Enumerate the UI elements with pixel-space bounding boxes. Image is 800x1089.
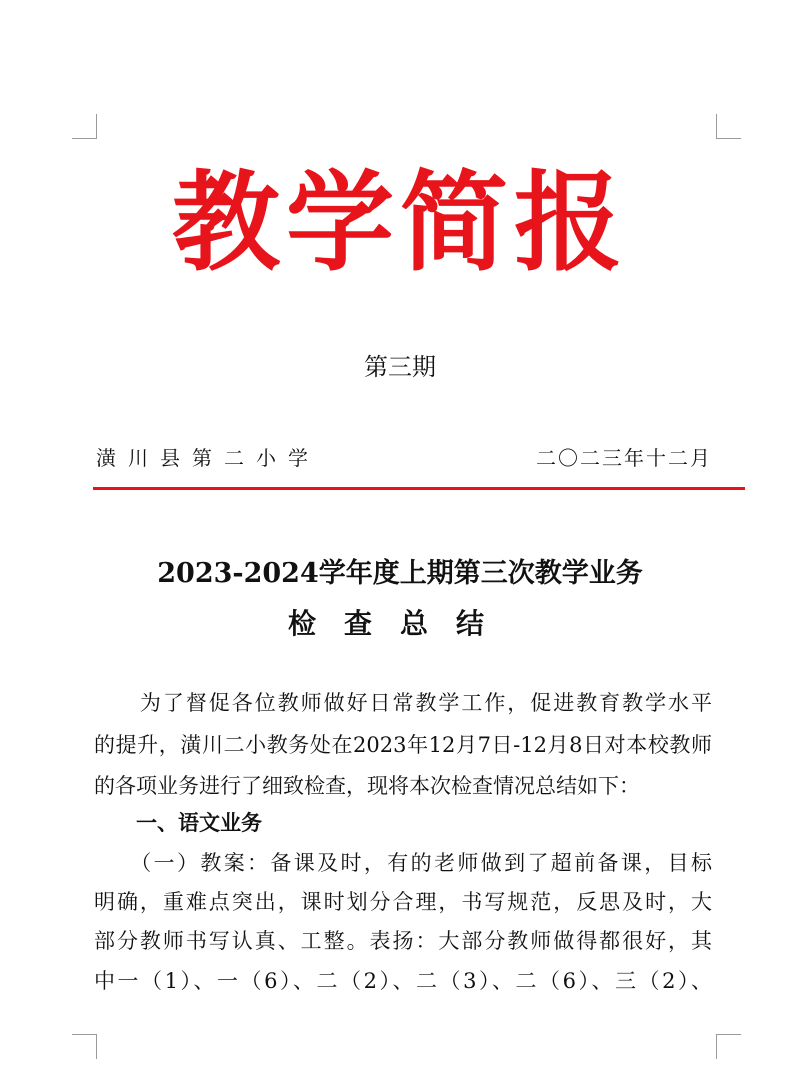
masthead-title: 教学简报 [171,161,628,286]
paragraph-line: 明确，重难点突出，课时划分合理，书写规范，反思及时，大 [94,890,712,914]
crop-mark-bottom-left [72,1034,97,1059]
crop-mark-top-left [72,114,97,139]
paragraph-line: 部分教师书写认真、工整。表扬：大部分教师做得都很好，其 [94,929,712,953]
paragraph-line: 为了督促各位教师做好日常教学工作，促进教育教学水平 [94,691,712,715]
issue-number: 第三期 [364,353,436,381]
paragraph-line: 的提升，潢川二小教务处在2023年12月7日-12月8日对本校教师 [94,733,712,757]
paragraph-line: （一）教案：备课及时，有的老师做到了超前备课，目标 [94,851,712,875]
article-title-line1: 2023-2024学年度上期第三次教学业务 [157,558,643,589]
paragraph-line: 的各项业务进行了细致检查，现将本次检查情况总结如下： [94,774,640,798]
article-title-line2: 检查总结 [287,607,512,640]
paragraph-line: 中一（1）、一（6）、二（2）、二（3）、二（6）、三（2）、 [94,969,712,993]
issue-date: 二〇二三年十二月 [536,446,712,470]
organization-name: 潢川县第二小学 [96,446,320,470]
section-heading: 一、语文业务 [94,811,262,835]
crop-mark-bottom-right [716,1034,741,1059]
crop-mark-top-right [716,114,741,139]
red-divider-line [93,487,745,490]
